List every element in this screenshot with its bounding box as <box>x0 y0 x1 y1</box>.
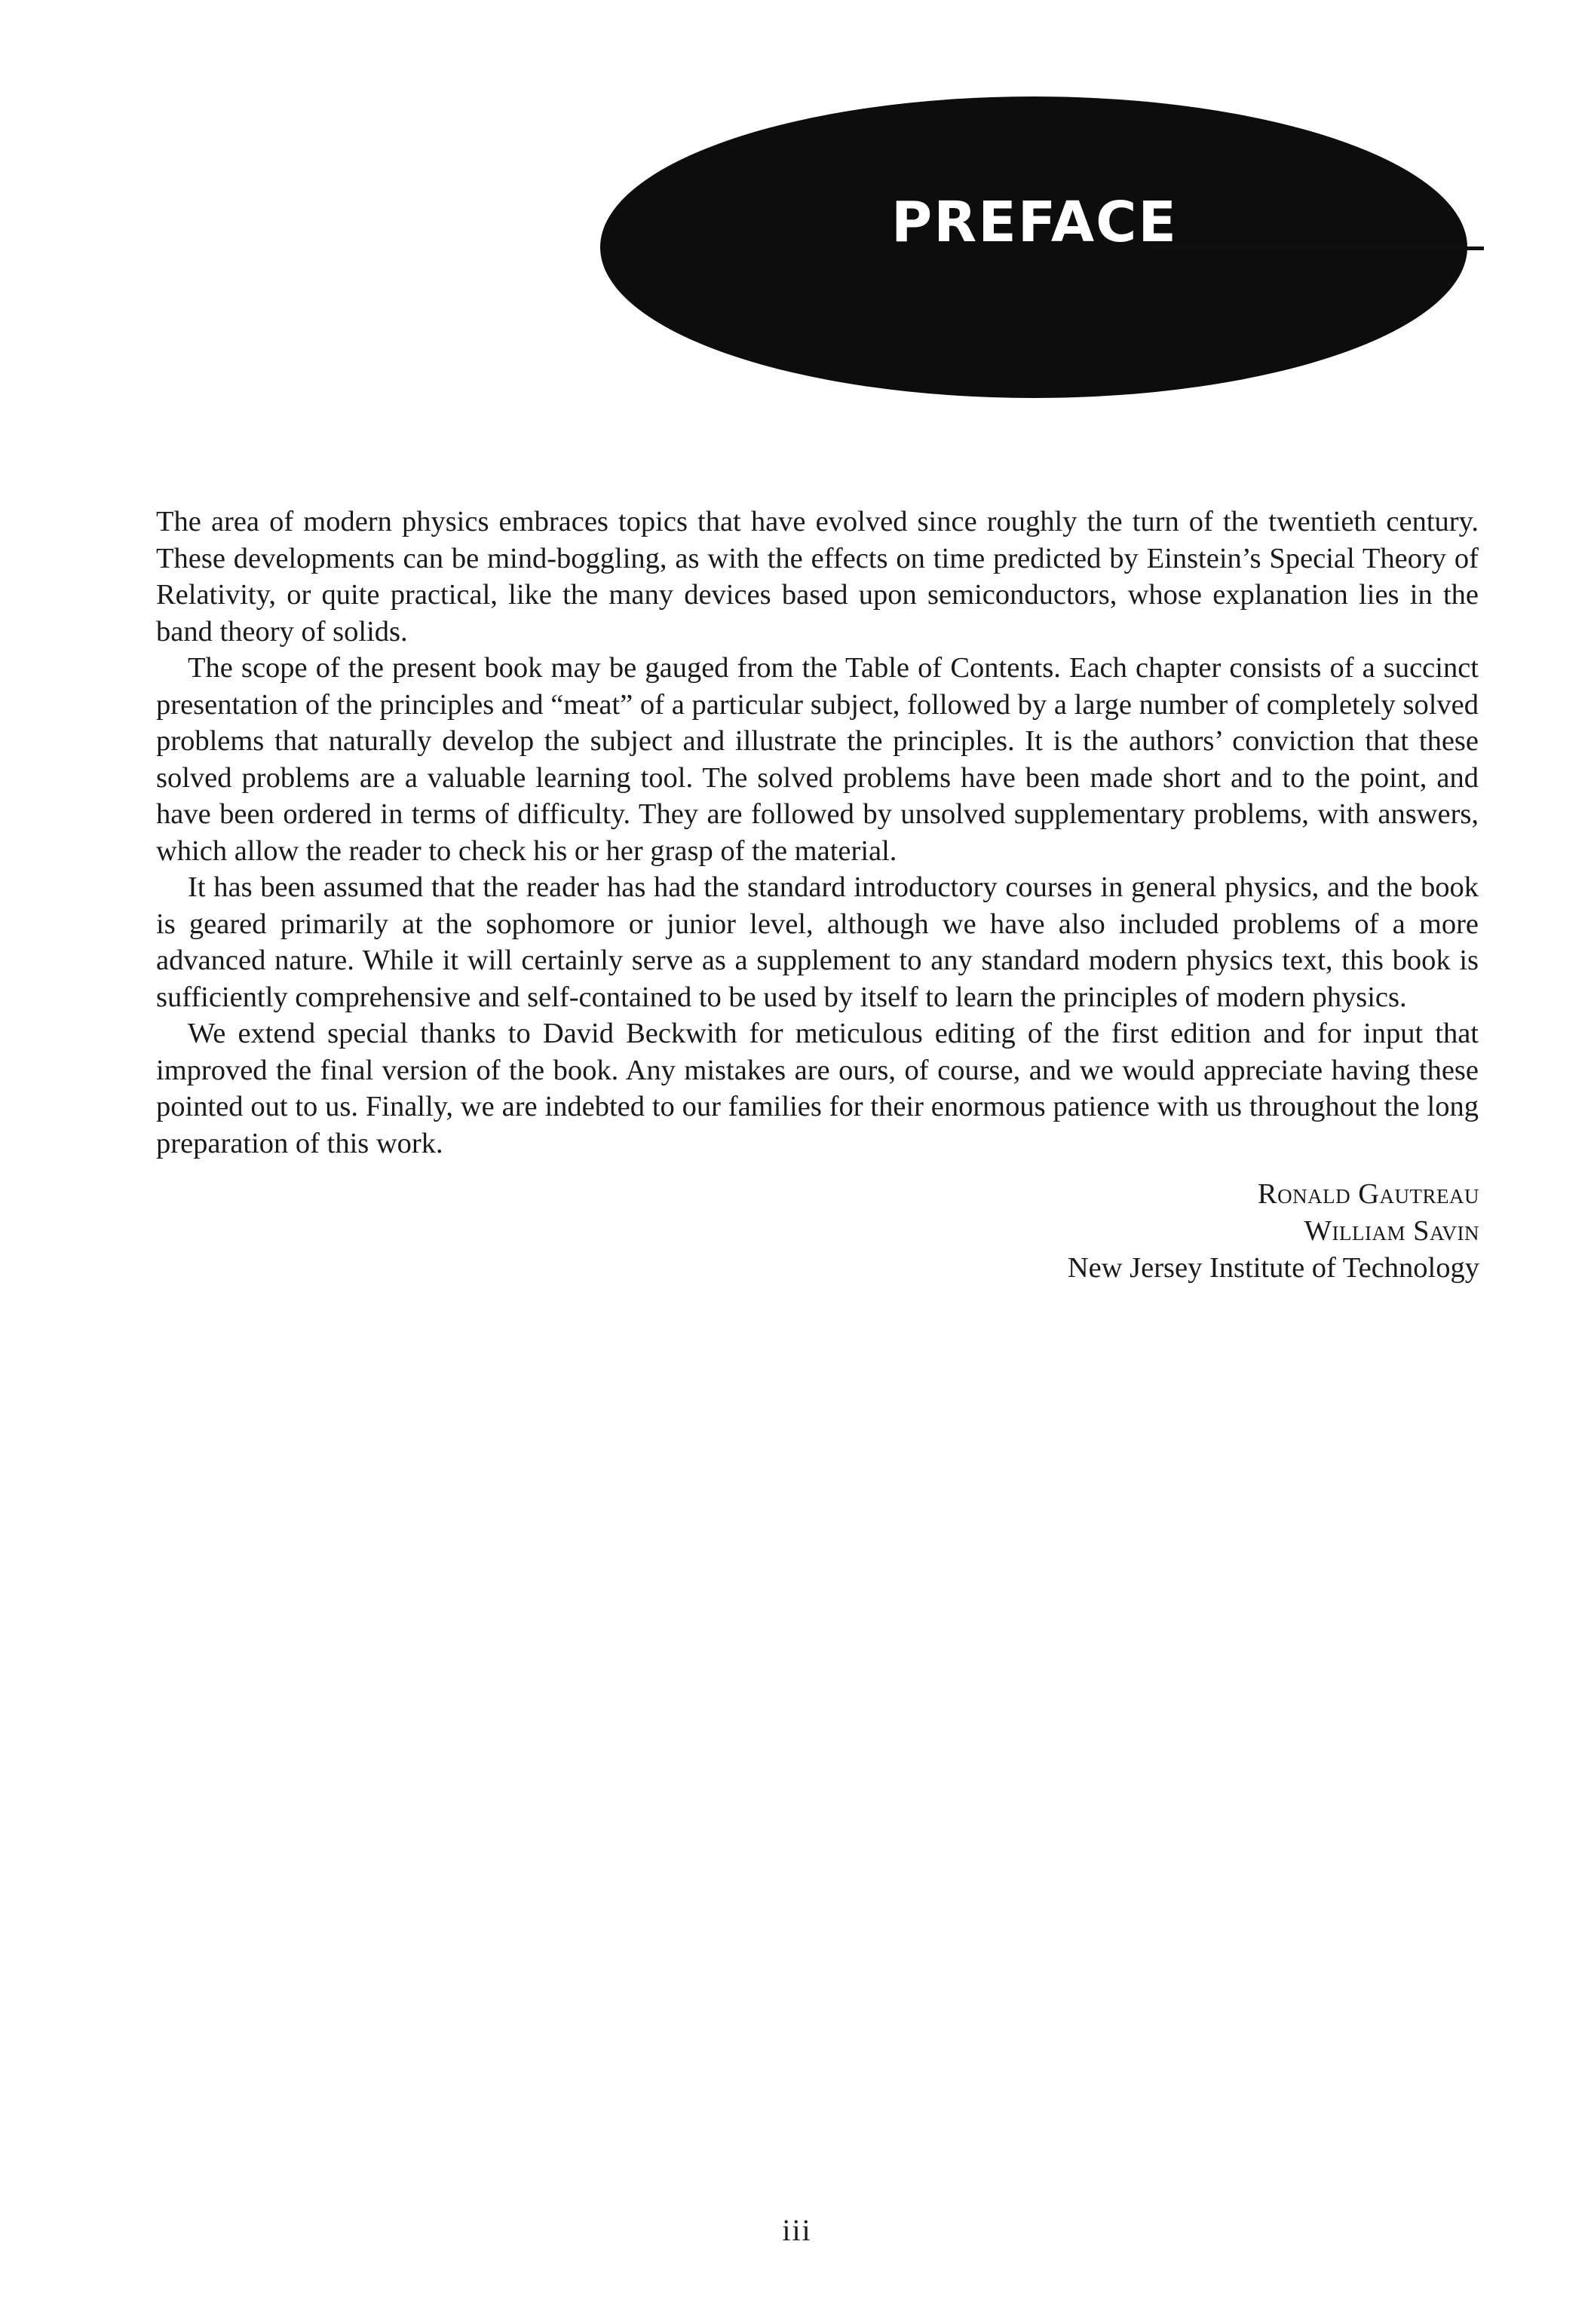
signature-block <box>1068 1176 1479 1287</box>
paragraph-1: The area of modern physics embraces topics that have evolved since roughly the turn of the twentieth century. These developments can be mind-boggling, as with the effects on time predicted by Einstein’s Special Theory of Relativity, or quite practical, like the many devices based upon semiconductors, whose explanation lies in the band theory of solids. <box>156 506 1479 648</box>
author-name-1: Ronald Gautreau <box>1257 1178 1479 1210</box>
page-title: PREFACE <box>891 190 1178 255</box>
header-rule <box>1152 246 1484 250</box>
author-name-2: William Savin <box>1304 1215 1479 1247</box>
paragraph-2: The scope of the present book may be gauged from the Table of Contents. Each chapter consists of a succinct presentation of the principles and “meat” of a particular subject, followed by a large number of completely solved problems that naturally develop the subject and illustrate the principles. It is the authors’ conviction that these solved problems are a valuable learning tool. The solved problems have been made short and to the point, and have been ordered in terms of difficulty. They are followed by unsolved supplementary problems, with answers, which allow the reader to check his or her grasp of the material. <box>156 652 1479 867</box>
page-number: iii <box>782 2213 812 2247</box>
preface-body <box>156 504 1479 1162</box>
paragraph-3: It has been assumed that the reader has had the standard introductory courses in general physics, and the book is geared primarily at the sophomore or junior level, although we have also included problems of a more advanced nature. While it will certainly serve as a supplement to any standard modern physics text, this book is sufficiently comprehensive and self-contained to be used by itself to learn the principles of modern physics. <box>156 871 1479 1013</box>
paragraph-4: We extend special thanks to David Beckwith for meticulous editing of the first edition and for input that improved the final version of the book. Any mistakes are ours, of course, and we would appreciate having these pointed out to us. Finally, we are indebted to our families for their enormous patience with us throughout the long preparation of this work. <box>156 1018 1479 1159</box>
author-institution: New Jersey Institute of Technology <box>1067 1252 1479 1284</box>
